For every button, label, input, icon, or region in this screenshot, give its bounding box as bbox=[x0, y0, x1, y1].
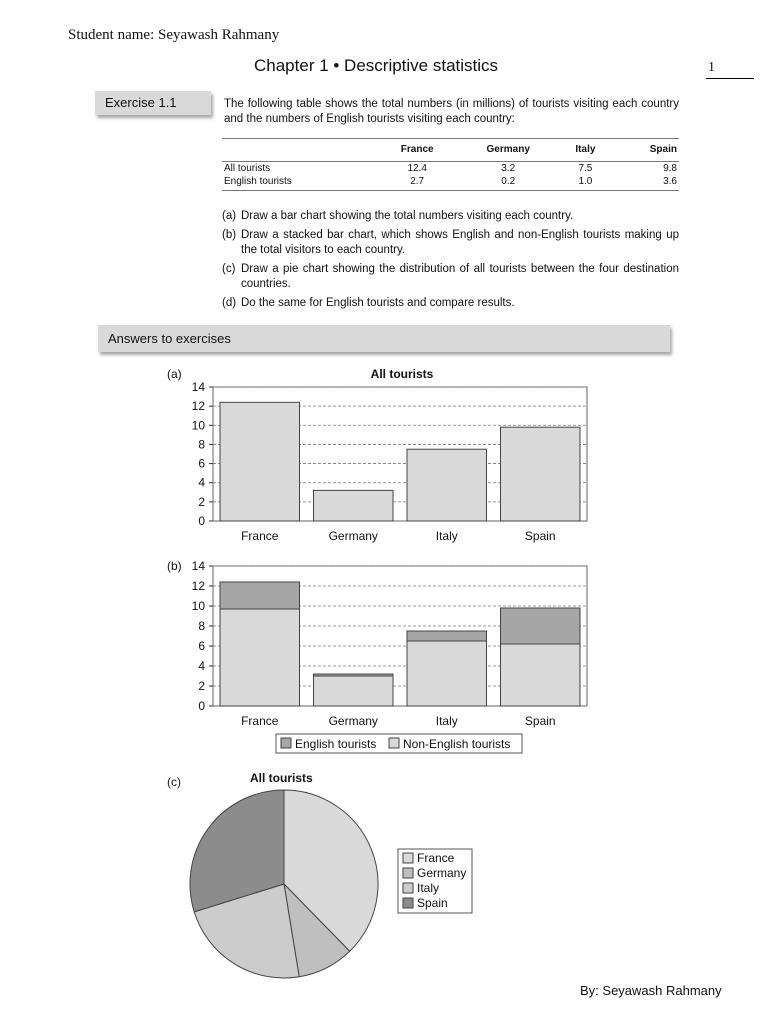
legend-swatch bbox=[281, 738, 291, 748]
panel-label: (c) bbox=[167, 775, 181, 789]
legend-label: Italy bbox=[417, 881, 440, 895]
y-tick-label: 2 bbox=[198, 494, 205, 509]
y-tick-label: 14 bbox=[191, 380, 205, 394]
y-tick-label: 4 bbox=[198, 659, 205, 673]
legend-label: Germany bbox=[417, 866, 467, 880]
table-cell: 3.6 bbox=[611, 175, 679, 191]
question-label: (b) bbox=[222, 229, 237, 241]
stacked-bar-segment bbox=[220, 609, 300, 706]
y-tick-label: 10 bbox=[191, 418, 205, 433]
chapter-title: Chapter 1 • Descriptive statistics bbox=[254, 56, 499, 75]
legend-swatch bbox=[403, 868, 413, 878]
bar bbox=[501, 427, 581, 521]
chart-title: All tourists bbox=[250, 771, 313, 785]
answers-label: Answers to exercises bbox=[98, 325, 670, 352]
y-tick-label: 2 bbox=[198, 679, 205, 693]
table-cell: English tourists bbox=[222, 175, 377, 191]
stacked-bar-segment bbox=[407, 641, 487, 706]
y-tick-label: 6 bbox=[198, 456, 205, 471]
legend-swatch bbox=[403, 853, 413, 863]
stacked-bar-segment bbox=[314, 674, 394, 676]
y-tick-label: 4 bbox=[198, 475, 205, 490]
y-tick-label: 0 bbox=[198, 699, 205, 713]
panel-label: (b) bbox=[167, 559, 182, 573]
exercise-label: Exercise 1.1 bbox=[95, 91, 211, 115]
y-tick-label: 12 bbox=[191, 579, 205, 593]
table-cell: 1.0 bbox=[559, 175, 611, 191]
y-tick-label: 8 bbox=[198, 619, 205, 633]
student-name: Student name: Seyawash Rahmany bbox=[68, 27, 280, 43]
table-cell: 7.5 bbox=[578, 163, 593, 174]
table-header: France bbox=[377, 139, 457, 162]
legend-swatch bbox=[403, 898, 413, 908]
legend-label: Spain bbox=[417, 896, 448, 910]
bar bbox=[407, 449, 487, 521]
bar bbox=[314, 490, 394, 521]
y-tick-label: 14 bbox=[191, 559, 205, 573]
page-number: 1 bbox=[708, 60, 715, 75]
legend-label: English tourists bbox=[295, 737, 377, 751]
legend-swatch bbox=[389, 738, 399, 748]
x-tick-label: Spain bbox=[524, 714, 556, 728]
y-tick-label: 8 bbox=[198, 437, 205, 452]
x-tick-label: Italy bbox=[435, 529, 458, 543]
table-header: Italy bbox=[559, 139, 611, 162]
question-text: Draw a bar chart showing the total numbers visiting each country. bbox=[241, 210, 574, 222]
table-header: Germany bbox=[457, 139, 559, 162]
x-tick-label: France bbox=[241, 714, 279, 728]
stacked-bar-segment bbox=[314, 676, 394, 706]
question-text: Draw a stacked bar chart, which shows English and non-English tourists making up the total visitors to each country. bbox=[241, 229, 679, 256]
legend-swatch bbox=[403, 883, 413, 893]
x-tick-label: Germany bbox=[328, 529, 378, 543]
footer-author: By: Seyawash Rahmany bbox=[580, 983, 722, 998]
table-cell: 12.4 bbox=[407, 163, 427, 174]
table-header: Spain bbox=[611, 139, 679, 162]
x-tick-label: France bbox=[241, 529, 279, 543]
y-tick-label: 6 bbox=[198, 639, 205, 653]
x-tick-label: Spain bbox=[524, 529, 556, 543]
stacked-bar-segment bbox=[220, 582, 300, 609]
stacked-bar-segment bbox=[407, 631, 487, 641]
table-cell: 0.2 bbox=[457, 175, 559, 191]
table-cell: All tourists bbox=[224, 163, 271, 174]
stacked-bar-segment bbox=[501, 608, 581, 644]
exercise-intro: The following table shows the total numbers (in millions) of tourists visiting each country and the numbers of English tourists visiting each country: bbox=[224, 98, 679, 125]
question-label: (d) bbox=[222, 297, 237, 309]
question-label: (c) bbox=[222, 263, 236, 275]
question-label: (a) bbox=[222, 210, 237, 222]
table-cell: 9.8 bbox=[663, 163, 677, 174]
question-text: Draw a pie chart showing the distribution of all tourists between the four destination countries. bbox=[241, 263, 679, 290]
y-tick-label: 0 bbox=[198, 514, 205, 528]
legend-label: Non-English tourists bbox=[403, 737, 511, 751]
y-tick-label: 10 bbox=[191, 599, 205, 613]
question-text: Do the same for English tourists and compare results. bbox=[241, 297, 515, 309]
table-cell: 3.2 bbox=[501, 163, 516, 174]
stacked-bar-segment bbox=[501, 644, 581, 706]
bar bbox=[220, 402, 300, 521]
table-cell: 2.7 bbox=[377, 175, 457, 191]
x-tick-label: Germany bbox=[328, 714, 378, 728]
x-tick-label: Italy bbox=[435, 714, 458, 728]
chart-title: All tourists bbox=[370, 367, 434, 381]
legend-label: France bbox=[417, 851, 455, 865]
panel-label: (a) bbox=[167, 367, 182, 381]
y-tick-label: 12 bbox=[191, 399, 205, 414]
